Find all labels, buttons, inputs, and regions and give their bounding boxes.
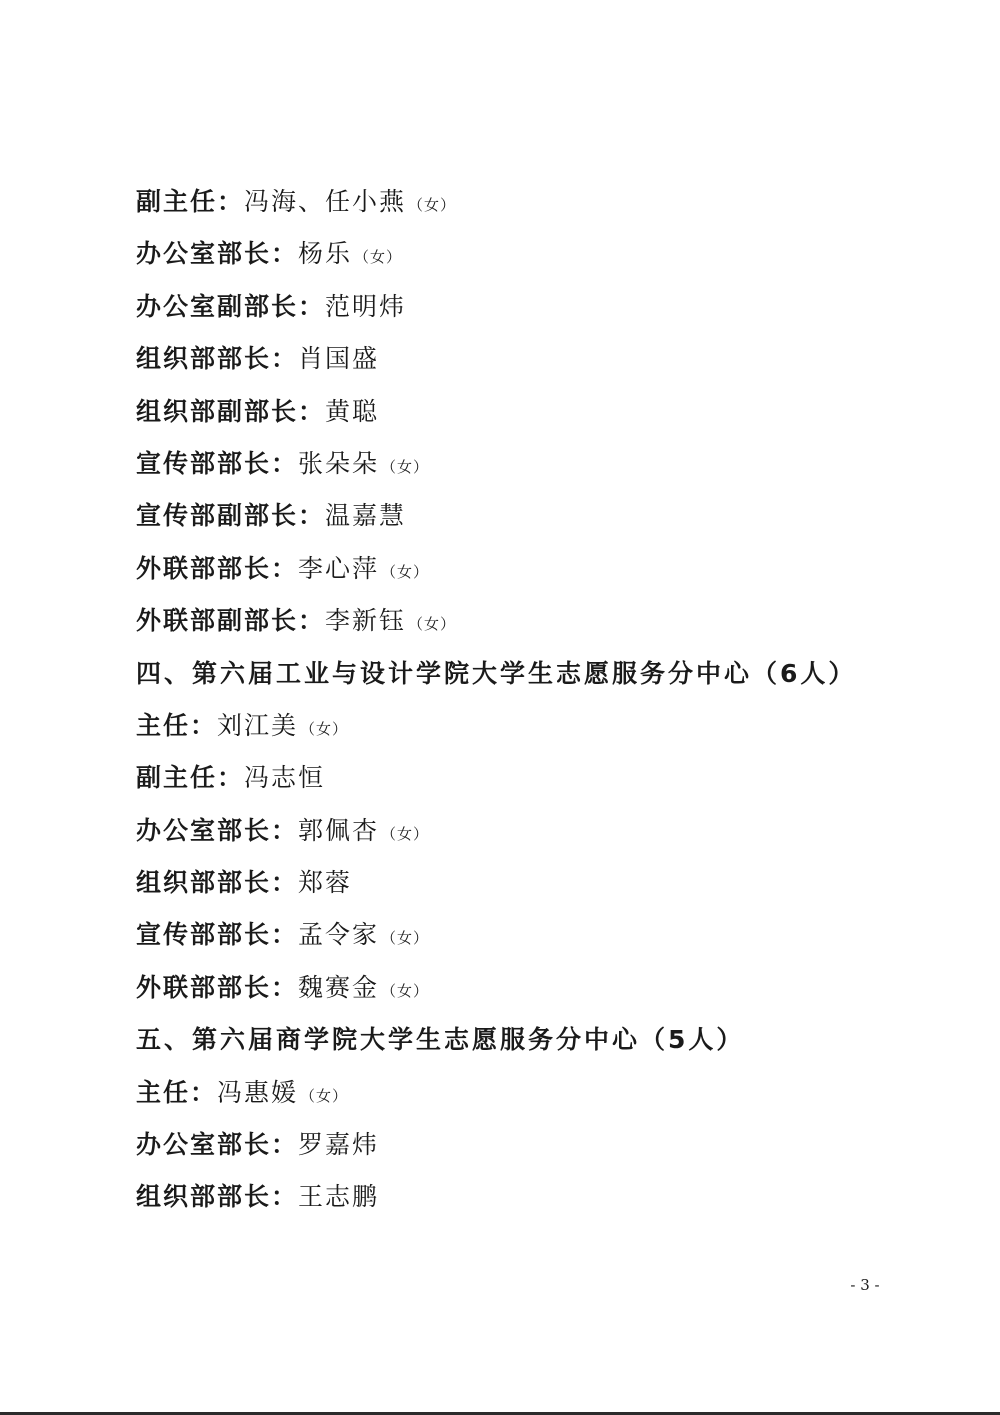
entry-name: 李新钰	[325, 606, 407, 636]
entry-role: 外联部部长：	[136, 972, 299, 1002]
entry-role: 副主任：	[136, 763, 245, 793]
entry-name: 孟令家	[298, 920, 380, 950]
entry-name: 王志鹏	[298, 1182, 380, 1212]
entry-name: 罗嘉炜	[298, 1130, 380, 1160]
roster-entry	[136, 490, 936, 542]
entry-role: 主任：	[136, 1077, 218, 1107]
entry-name: 李心萍	[298, 553, 380, 583]
entry-note: （女）	[354, 248, 403, 267]
entry-name: 冯志恒	[244, 763, 326, 793]
entry-role: 办公室部长：	[136, 1130, 299, 1160]
entry-name: 郑蓉	[298, 868, 353, 898]
entry-role: 办公室部长：	[136, 239, 299, 269]
entry-role: 宣传部部长：	[136, 920, 299, 950]
roster-entry	[136, 1067, 936, 1119]
roster-entry	[136, 333, 936, 385]
entry-name: 肖国盛	[298, 344, 380, 374]
roster-entry	[136, 438, 936, 490]
entry-role: 办公室部长：	[136, 815, 299, 845]
roster-entry	[136, 805, 936, 857]
entry-name: 黄聪	[325, 396, 380, 426]
entry-name: 范明炜	[325, 291, 407, 321]
entry-note: （女）	[408, 196, 457, 214]
entry-role: 办公室副部长：	[136, 291, 326, 321]
entry-name: 温嘉慧	[325, 501, 407, 531]
entry-note: （女）	[381, 824, 430, 843]
entry-name: 张朵朵	[298, 448, 380, 478]
entry-note: （女）	[300, 1086, 349, 1105]
entry-name: 杨乐	[298, 239, 353, 269]
entry-note: （女）	[381, 457, 430, 476]
entry-note: （女）	[381, 929, 430, 948]
entry-note: （女）	[300, 719, 349, 738]
entry-role: 组织部副部长：	[136, 396, 326, 426]
entry-note: （女）	[408, 615, 457, 634]
section-heading: 四、第六届工业与设计学院大学生志愿服务分中心（6人）	[136, 658, 857, 688]
roster-list	[136, 176, 936, 1224]
entry-name: 刘江美	[217, 710, 299, 740]
section-heading: 五、第六届商学院大学生志愿服务分中心（5人）	[136, 1025, 745, 1055]
roster-entry	[136, 909, 936, 961]
roster-entry	[136, 1171, 936, 1223]
entry-role: 主任：	[136, 710, 218, 740]
entry-name: 魏赛金	[298, 972, 380, 1002]
page-number: - 3 -	[850, 1276, 880, 1294]
roster-entry	[136, 281, 936, 333]
roster-entry	[136, 1119, 936, 1171]
entry-role: 组织部部长：	[136, 868, 299, 898]
entry-note: （女）	[381, 562, 430, 581]
roster-entry	[136, 543, 936, 595]
entry-role: 宣传部副部长：	[136, 501, 326, 531]
entry-note: （女）	[381, 981, 430, 1000]
roster-entry	[136, 228, 936, 280]
entry-role: 宣传部部长：	[136, 448, 299, 478]
entry-role: 外联部部长：	[136, 553, 299, 583]
entry-name: 冯海、任小燕	[244, 187, 407, 216]
entry-role: 组织部部长：	[136, 1182, 299, 1212]
roster-entry	[136, 595, 936, 647]
roster-entry	[136, 176, 936, 228]
roster-entry	[136, 752, 936, 804]
entry-name: 冯惠媛	[217, 1077, 299, 1107]
entry-role: 副主任：	[136, 187, 245, 216]
roster-entry	[136, 700, 936, 752]
roster-entry	[136, 962, 936, 1014]
roster-entry	[136, 857, 936, 909]
entry-role: 外联部副部长：	[136, 606, 326, 636]
roster-entry	[136, 386, 936, 438]
entry-name: 郭佩杏	[298, 815, 380, 845]
entry-role: 组织部部长：	[136, 344, 299, 374]
